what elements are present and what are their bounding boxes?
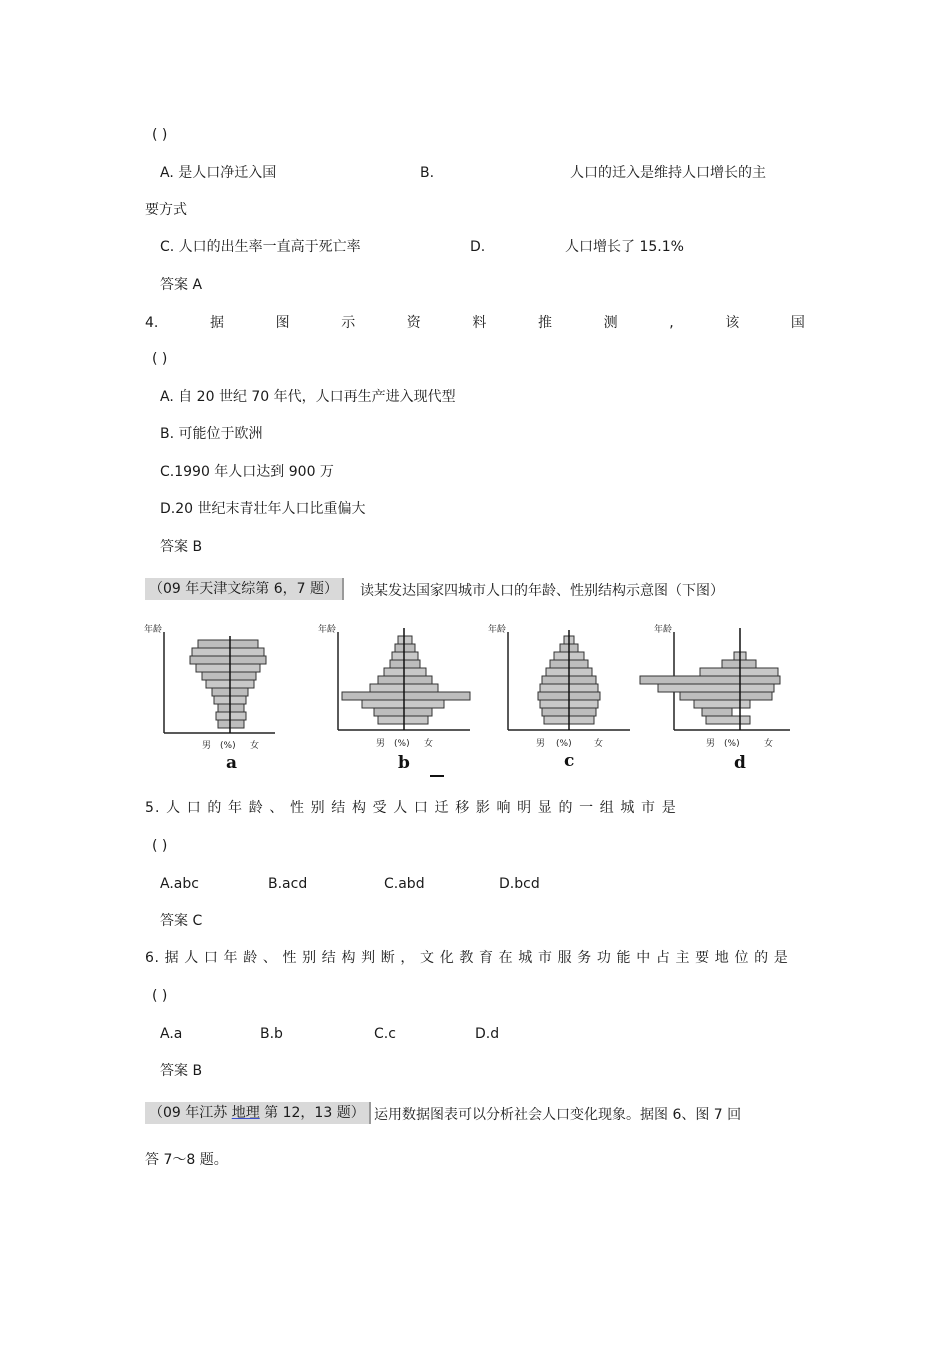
q5-option-b: B.acd [268,876,308,892]
q6-stem: 6. 据 人 口 年 龄 、 性 别 结 构 判 断 ， 文 化 教 育 在 城 市 服 务 功 能 中 占 主 要 地 位 的 是 [145,950,789,966]
percent-label: (%) [556,739,572,749]
section-intro-jiangsu-continued: 答 7～8 题。 [145,1152,228,1168]
q5-option-a: A.abc [160,876,199,892]
q3-answer: 答案 A [160,277,203,293]
q4-option-a: A. 自 20 世纪 70 年代，人口再生产进入现代型 [160,389,456,405]
q6-option-c: C.c [374,1026,396,1042]
source-tag-tianjin: （09 年天津文综第 6，7 题） [145,578,344,600]
female-label: 女 [424,739,434,749]
q4-stem-word: 该 [725,315,740,331]
q4-stem [145,314,805,332]
q3-option-b-letter: B. [420,165,435,181]
q3-option-b-text: 人口的迁入是维持人口增长的主 [570,165,766,181]
source-tag-suffix: 第 12，13 题） [259,1105,365,1121]
age-axis-label: 年龄 [318,625,337,635]
pyramid-panel-d [640,623,790,773]
q3-option-b-continued: 要方式 [145,202,187,218]
q6-option-b: B.b [260,1026,283,1042]
panel-label-b: b [398,753,410,773]
q4-stem-word: 料 [472,315,487,331]
q4-option-d: D.20 世纪末青壮年人口比重偏大 [160,501,366,517]
q4-stem-word: , [669,315,674,331]
q6-option-a: A.a [160,1026,183,1042]
q4-answer-paren: ( ) [152,351,168,367]
age-axis-label: 年龄 [488,625,507,635]
section-intro-tianjin: 读某发达国家四城市人口的年龄、性别结构示意图（下图） [360,583,724,599]
male-label: 男 [202,741,212,751]
q3-answer-paren: ( ) [152,127,168,143]
male-label: 男 [376,739,386,749]
percent-label: (%) [724,739,740,749]
q4-stem-word: 图 [275,315,290,331]
male-label: 男 [706,739,716,749]
age-axis-label: 年龄 [654,625,673,635]
q6-answer: 答案 B [160,1063,203,1079]
q4-option-b: B. 可能位于欧洲 [160,426,263,442]
q4-stem-word: 国 [790,315,805,331]
pyramid-panel-c [488,623,630,771]
panel-label-c: c [564,751,575,771]
population-pyramids-figure [140,618,800,783]
panel-label-a: a [226,753,238,773]
q4-stem-word: 测 [603,315,618,331]
percent-label: (%) [394,739,410,749]
q3-option-c: C. 人口的出生率一直高于死亡率 [160,239,361,255]
q6-answer-paren: ( ) [152,988,168,1004]
panel-label-d: d [734,753,746,773]
q4-stem-word: 据 [209,315,224,331]
q4-stem-word: 推 [538,315,553,331]
section-intro-jiangsu: 运用数据图表可以分析社会人口变化现象。据图 6、图 7 回 [374,1107,742,1123]
pyramid-panel-a [144,623,275,773]
female-label: 女 [764,739,774,749]
q3-option-d-text: 人口增长了 15.1% [565,239,684,255]
source-tag-jiangsu [145,1102,371,1124]
q4-stem-word: 资 [406,315,421,331]
population-pyramids-svg [140,618,800,783]
age-axis-label: 年龄 [144,625,163,635]
q5-answer: 答案 C [160,913,203,929]
female-label: 女 [594,739,604,749]
male-label: 男 [536,739,546,749]
q4-answer: 答案 B [160,539,203,555]
q4-stem-word: 示 [341,315,356,331]
q3-option-d-letter: D. [470,239,486,255]
q4-option-c: C.1990 年人口达到 900 万 [160,464,334,480]
q5-option-c: C.abd [384,876,425,892]
percent-label: (%) [220,741,236,751]
q4-stem-word: 4. [145,315,159,331]
source-tag-prefix: （09 年江苏 [149,1105,232,1121]
q5-answer-paren: ( ) [152,838,168,854]
geography-link[interactable]: 地理 [231,1105,260,1121]
q5-stem: 5. 人 口 的 年 龄 、 性 别 结 构 受 人 口 迁 移 影 响 明 显 的 一 组 城 市 是 [145,800,677,816]
pyramid-panel-b [318,623,470,776]
q3-option-a: A. 是人口净迁入国 [160,165,277,181]
female-label: 女 [250,741,260,751]
q6-option-d: D.d [475,1026,500,1042]
q5-option-d: D.bcd [499,876,540,892]
